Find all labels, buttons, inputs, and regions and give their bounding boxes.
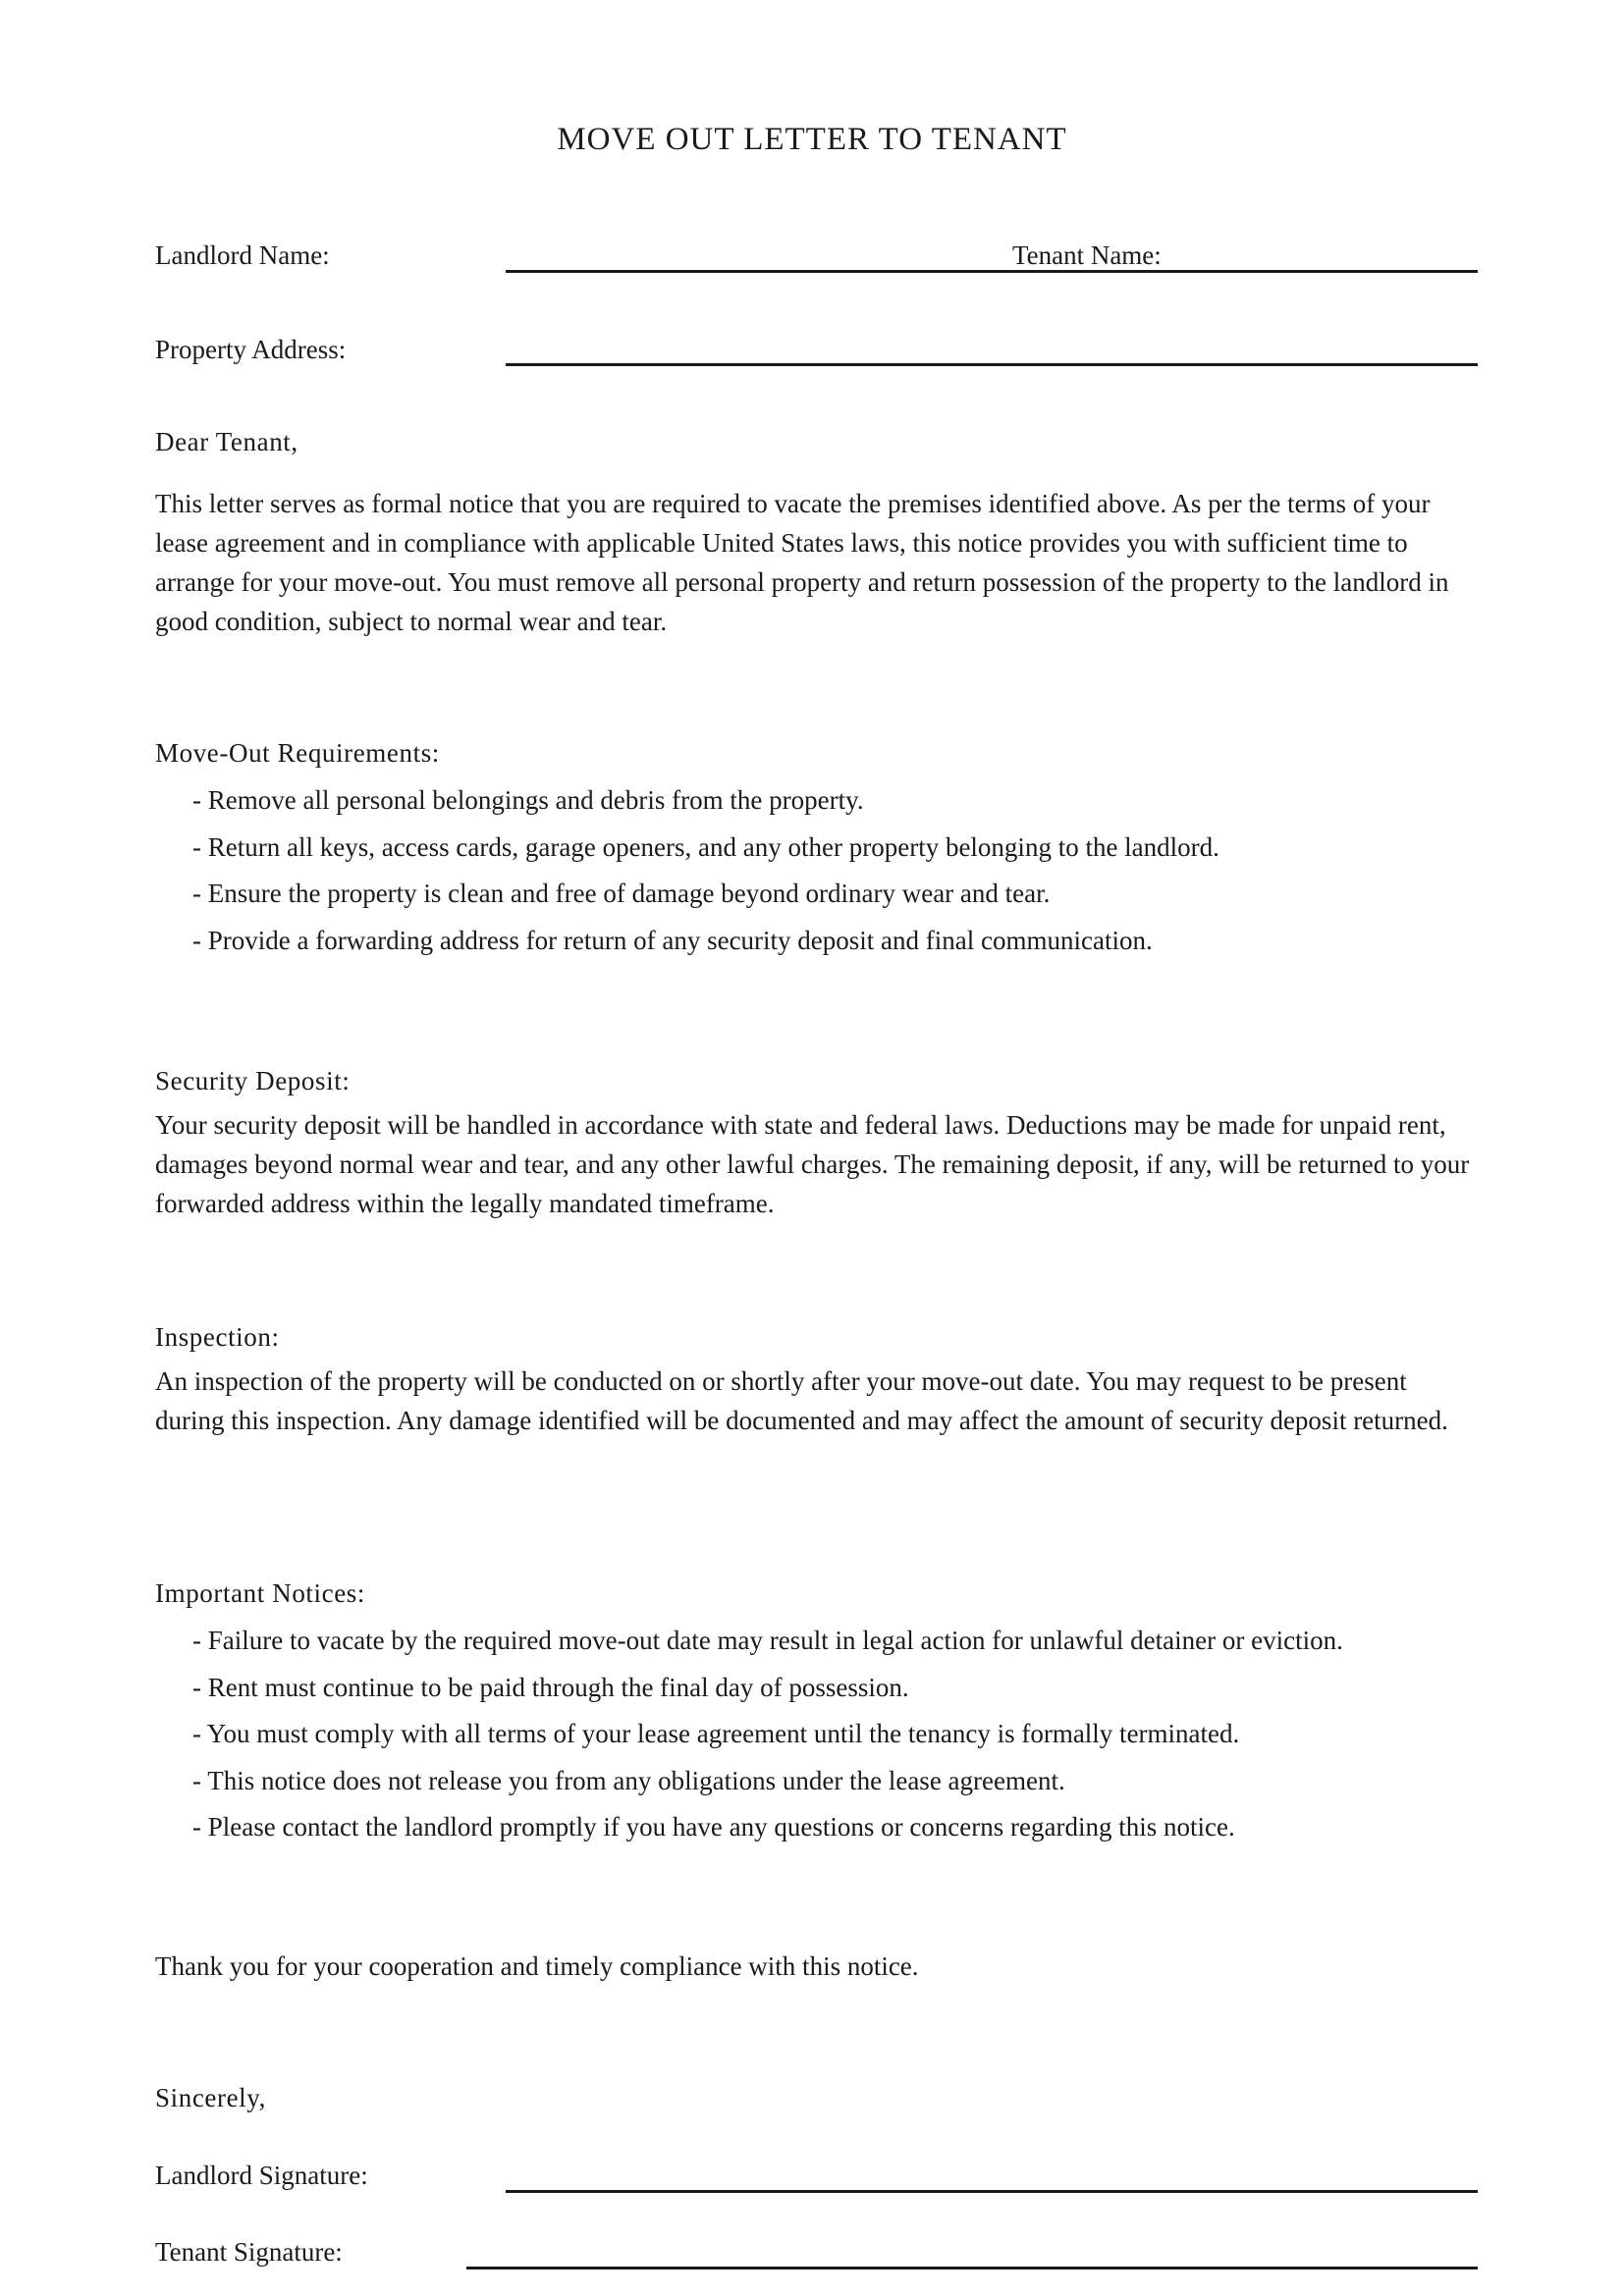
list-item: - Return all keys, access cards, garage openers, and any other property belonging to the landlord. (192, 830, 1219, 878)
security-deposit-heading: Security Deposit: (155, 1066, 351, 1095)
security-deposit-text: Your security deposit will be handled in accordance with state and federal laws. Deductions may be made for unpaid rent, damages beyond normal wear and tear, and any other lawful charges. The remaining deposit, if any, will be returned to your forwarded address within the legally mandated timeframe. (155, 1110, 1470, 1218)
list-item: - Ensure the property is clean and free of damage beyond ordinary wear and tear. (192, 877, 1219, 924)
list-item: - Failure to vacate by the required move-out date may result in legal action for unlawful detainer or eviction. (192, 1624, 1343, 1671)
intro-paragraph: This letter serves as formal notice that you are required to vacate the premises identified above. As per the terms of your lease agreement and in compliance with applicable United States laws, this notice provides you with sufficient time to arrange for your move-out. You must remove all personal property and return possession of the property to the landlord in good condition, subject to normal wear and tear. (155, 489, 1449, 636)
tenant-name-label: Tenant Name: (1012, 240, 1162, 270)
move-out-requirements-list (192, 783, 1219, 970)
important-notices-heading: Important Notices: (155, 1578, 365, 1608)
important-notices-list (192, 1624, 1343, 1857)
move-out-requirements-heading: Move-Out Requirements: (155, 738, 440, 768)
inspection-text: An inspection of the property will be conducted on or shortly after your move-out date. You may request to be present during this inspection. Any damage identified will be documented and may affect the amount of security deposit returned. (155, 1366, 1448, 1435)
document-title: MOVE OUT LETTER TO TENANT (557, 122, 1067, 157)
list-item: - Remove all personal belongings and debris from the property. (192, 783, 1219, 830)
landlord-name-label: Landlord Name: (155, 240, 330, 270)
list-item: - Please contact the landlord promptly if you have any questions or concerns regarding this notice. (192, 1810, 1343, 1857)
property-address-label: Property Address: (155, 335, 347, 364)
tenant-signature-label: Tenant Signature: (155, 2237, 343, 2267)
list-item: - Provide a forwarding address for return of any security deposit and final communication. (192, 924, 1219, 971)
sign-off: Sincerely, (155, 2083, 266, 2112)
list-item: - You must comply with all terms of your lease agreement until the tenancy is formally terminated. (192, 1717, 1343, 1764)
landlord-signature-line[interactable] (506, 2190, 1478, 2193)
inspection-heading: Inspection: (155, 1322, 280, 1352)
closing-thanks: Thank you for your cooperation and timely compliance with this notice. (155, 1951, 919, 1981)
landlord-signature-label: Landlord Signature: (155, 2161, 368, 2190)
list-item: - This notice does not release you from any obligations under the lease agreement. (192, 1764, 1343, 1811)
list-item: - Rent must continue to be paid through the final day of possession. (192, 1671, 1343, 1718)
property-address-line[interactable] (506, 363, 1478, 366)
salutation: Dear Tenant, (155, 427, 298, 456)
tenant-signature-line[interactable] (466, 2267, 1478, 2269)
landlord-name-line[interactable] (506, 270, 1478, 273)
